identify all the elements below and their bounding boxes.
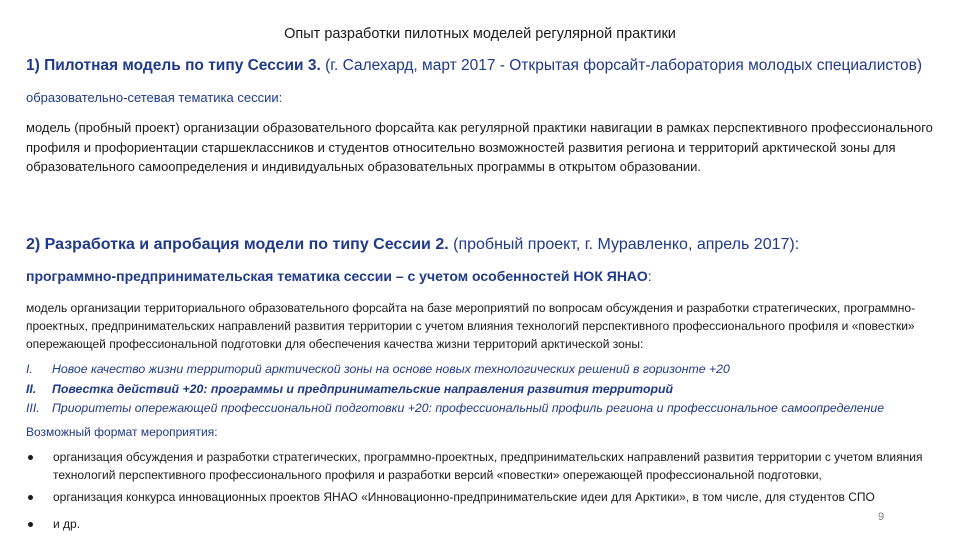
section2-subheading-bold: программно-предпринимательская тематика сессии – с учетом особенностей НОК ЯНАО	[26, 268, 648, 284]
section2-heading-rest: (пробный проект, г. Муравленко, апрель 2017):	[448, 236, 800, 253]
bullet-text: организация обсуждения и разработки стратегических, программно-проектных, предпринимательских направлений развития территории с учетом влияния технологий перспективного профессионального профиля и разработки версий «повестки» опережающей профессиональной подготовки,	[53, 450, 923, 482]
bullet-dot-icon	[28, 495, 33, 500]
section2-subheading	[26, 268, 652, 284]
section2-heading	[26, 236, 799, 254]
list-item	[26, 360, 926, 380]
list-item-text: Новое качество жизни территорий арктической зоны на основе новых технологических решений в горизонте +20	[52, 362, 730, 376]
bullet-text: организация конкурса инновационных проектов ЯНАО «Инновационно-предпринимательские идеи для Арктики», в том числе, для студентов СПО	[53, 490, 875, 504]
list-item-text: Повестка действий +20: программы и предпринимательские направления развития территорий	[52, 381, 674, 396]
list-item-number: I.	[26, 362, 33, 376]
list-item-number: II.	[26, 381, 37, 396]
bullet-item	[26, 515, 941, 533]
format-label: Возможный формат мероприятия:	[26, 425, 218, 439]
list-item	[26, 380, 926, 400]
bullet-item	[26, 448, 941, 484]
section1-subheading: образовательно-сетевая тематика сессии:	[26, 90, 283, 105]
page-number: 9	[878, 511, 885, 523]
bullet-item	[26, 488, 941, 506]
roman-list	[26, 360, 926, 419]
section2-subheading-rest: :	[647, 268, 652, 284]
section1-body: модель (пробный проект) организации образовательного форсайта как регулярной практики навигации в рамках перспективного профессионального профиля и профориентации старшеклассников и студентов относительно возможностей развития региона и территорий арктической зоны для образовательного самоопределения и индивидуальных образовательных программы в открытом образовании.	[26, 120, 933, 174]
bullet-list	[26, 448, 941, 537]
slide-title: Опыт разработки пилотных моделей регулярной практики	[284, 26, 676, 42]
section2-heading-bold: 2) Разработка и апробация модели по типу Сессии 2.	[26, 236, 449, 253]
section1-heading-bold: 1) Пилотная модель по типу Сессии 3.	[26, 57, 321, 74]
section1-heading-rest: (г. Салехард, март 2017 - Открытая форсайт-лаборатория молодых специалистов)	[320, 57, 923, 74]
bullet-dot-icon	[28, 455, 33, 460]
section1-heading	[26, 57, 922, 75]
bullet-dot-icon	[28, 522, 33, 527]
list-item	[26, 399, 926, 419]
list-item-number: III.	[26, 401, 40, 415]
section2-body: модель организации территориального образовательного форсайта на базе мероприятий по вопросам обсуждения и разработки стратегических, программно-проектных, предпринимательских направлений развития территории с учетом влияния технологий перспективного профессионального профиля и «повестки» опережающей профессиональной подготовки для обеспечения качества жизни территорий арктической зоны:	[26, 301, 916, 351]
bullet-text: и др.	[53, 517, 81, 531]
list-item-text: Приоритеты опережающей профессиональной подготовки +20: профессиональный профиль региона и профессиональное самоопределение	[52, 401, 885, 415]
